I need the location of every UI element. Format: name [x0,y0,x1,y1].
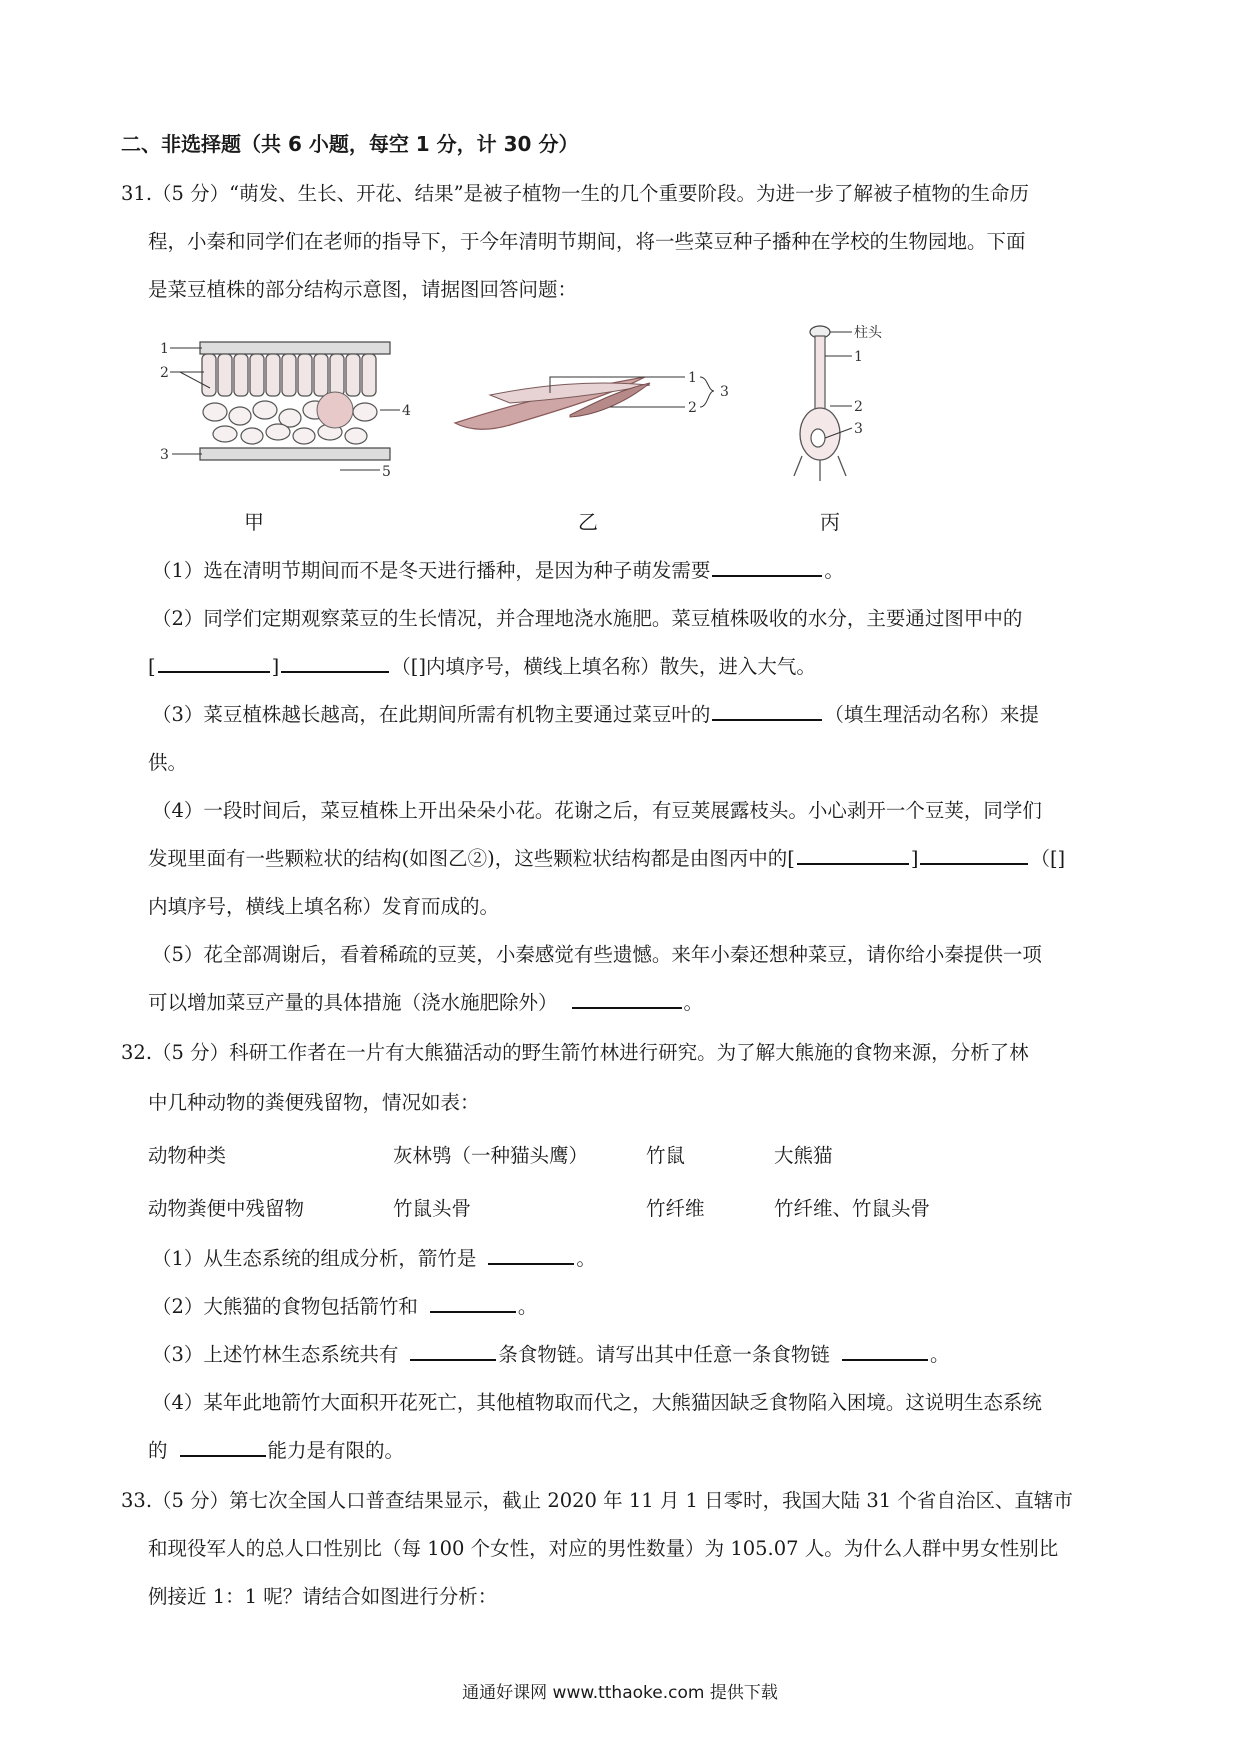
answer-blank[interactable] [488,1245,574,1265]
answer-blank[interactable] [712,557,822,577]
bing-label-stigma: 柱头 [854,325,882,341]
table-cell: 竹纤维、竹鼠头骨 [774,1197,931,1220]
yi-label-2: 2 [688,400,697,416]
table-cell: 竹鼠头骨 [393,1197,472,1220]
table-cell: 大熊猫 [774,1144,833,1167]
answer-blank[interactable] [842,1341,928,1361]
answer-blank[interactable] [410,1341,496,1361]
q31-part1: （1）选在清明节期间而不是冬天进行播种，是因为种子萌发需要 。 [152,559,844,582]
table-cell: 动物粪便中残留物 [148,1197,305,1220]
q32-intro-line-1: 32.（5 分）科研工作者在一片有大熊猫活动的野生箭竹林进行研究。为了解大熊施的食物来源，分析了林 [121,1041,1029,1064]
section-title: 二、非选择题（共 6 小题，每空 1 分，计 30 分） [121,132,579,156]
q31-part4-line3: 内填序号，横线上填名称）发育而成的。 [148,895,500,918]
q32-part4-line2: 的 能力是有限的。 [148,1439,405,1462]
q32-part2: （2）大熊猫的食物包括箭竹和 。 [152,1295,538,1318]
yi-label-3: 3 [720,384,729,400]
table-cell: 灰林鸮（一种猫头鹰） [393,1144,589,1167]
table-cell: 竹纤维 [646,1197,705,1220]
answer-blank[interactable] [920,845,1028,865]
q31-part3-line1: （3）菜豆植株越长越高，在此期间所需有机物主要通过菜豆叶的 （填生理活动名称）来提 [152,703,1039,726]
answer-blank[interactable] [158,653,270,673]
q31-part5-line2: 可以增加菜豆产量的具体措施（浇水施肥除外） 。 [148,991,704,1014]
q31-part4-line2: 发现里面有一些颗粒状的结构(如图乙②)，这些颗粒状结构都是由图丙中的[ ] （[] [148,847,1066,870]
q32-part4-line1: （4）某年此地箭竹大面积开花死亡，其他植物取而代之，大熊猫因缺乏食物陷入困境。这说明生态系统 [152,1391,1042,1414]
answer-blank[interactable] [797,845,909,865]
q31-part3-line2: 供。 [148,751,188,774]
bing-label-3: 3 [854,421,863,437]
answer-blank[interactable] [712,701,822,721]
jia-label-4: 4 [402,403,411,419]
leaf-cross-section-figure [160,330,410,490]
jia-label-5: 5 [382,464,391,480]
q33-intro-line-3: 例接近 1：1 呢？请结合如图进行分析： [148,1585,498,1608]
table-cell: 竹鼠 [646,1144,686,1167]
q31-intro-line-2: 程，小秦和同学们在老师的指导下，于今年清明节期间，将一些菜豆种子播种在学校的生物园地。下面 [148,230,1026,253]
q32-part3: （3）上述竹林生态系统共有 条食物链。请写出其中任意一条食物链 。 [152,1343,950,1366]
table-cell: 动物种类 [148,1144,227,1167]
q33-intro-line-2: 和现役军人的总人口性别比（每 100 个女性，对应的男性数量）为 105.07 人。为什么人群中男女性别比 [148,1537,1059,1560]
jia-label-1: 1 [160,341,169,357]
q32-part1: （1）从生态系统的组成分析，箭竹是 。 [152,1247,596,1270]
jia-label-3: 3 [160,447,169,463]
q31-part5-line1: （5）花全部凋谢后，看着稀疏的豆荚，小秦感觉有些遗憾。来年小秦还想种菜豆，请你给小秦提供一项 [152,943,1042,966]
caption-bing: 丙 [820,510,840,534]
q31-intro-line-3: 是菜豆植株的部分结构示意图，请据图回答问题： [148,278,578,301]
bing-label-2: 2 [854,399,863,415]
q32-intro-line-2: 中几种动物的粪便残留物，情况如表： [148,1091,480,1114]
q31-part4-line1: （4）一段时间后，菜豆植株上开出朵朵小花。花谢之后，有豆荚展露枝头。小心剥开一个豆荚，同学们 [152,799,1042,822]
pistil-figure [790,316,920,496]
answer-blank[interactable] [281,653,389,673]
yi-label-1: 1 [688,370,697,386]
bean-pod-figure [450,355,750,445]
bing-label-1: 1 [854,349,863,365]
q31-part2-line2: [ ] （[]内填序号，横线上填名称）散失，进入大气。 [148,655,816,678]
page-footer: 通通好课网 www.tthaoke.com 提供下载 [462,1683,778,1703]
answer-blank[interactable] [572,989,682,1009]
caption-yi: 乙 [578,510,598,534]
q31-intro-line-1: 31.（5 分）“萌发、生长、开花、结果”是被子植物一生的几个重要阶段。为进一步了解被子植物的生命历 [121,182,1030,205]
answer-blank[interactable] [180,1437,266,1457]
answer-blank[interactable] [430,1293,516,1313]
caption-jia: 甲 [244,510,264,534]
jia-label-2: 2 [160,365,169,381]
q33-intro-line-1: 33.（5 分）第七次全国人口普查结果显示，截止 2020 年 11 月 1 日零时，我国大陆 31 个省自治区、直辖市 [121,1489,1073,1512]
q31-part2-line1: （2）同学们定期观察菜豆的生长情况，并合理地浇水施肥。菜豆植株吸收的水分，主要通过图甲中的 [152,607,1023,630]
